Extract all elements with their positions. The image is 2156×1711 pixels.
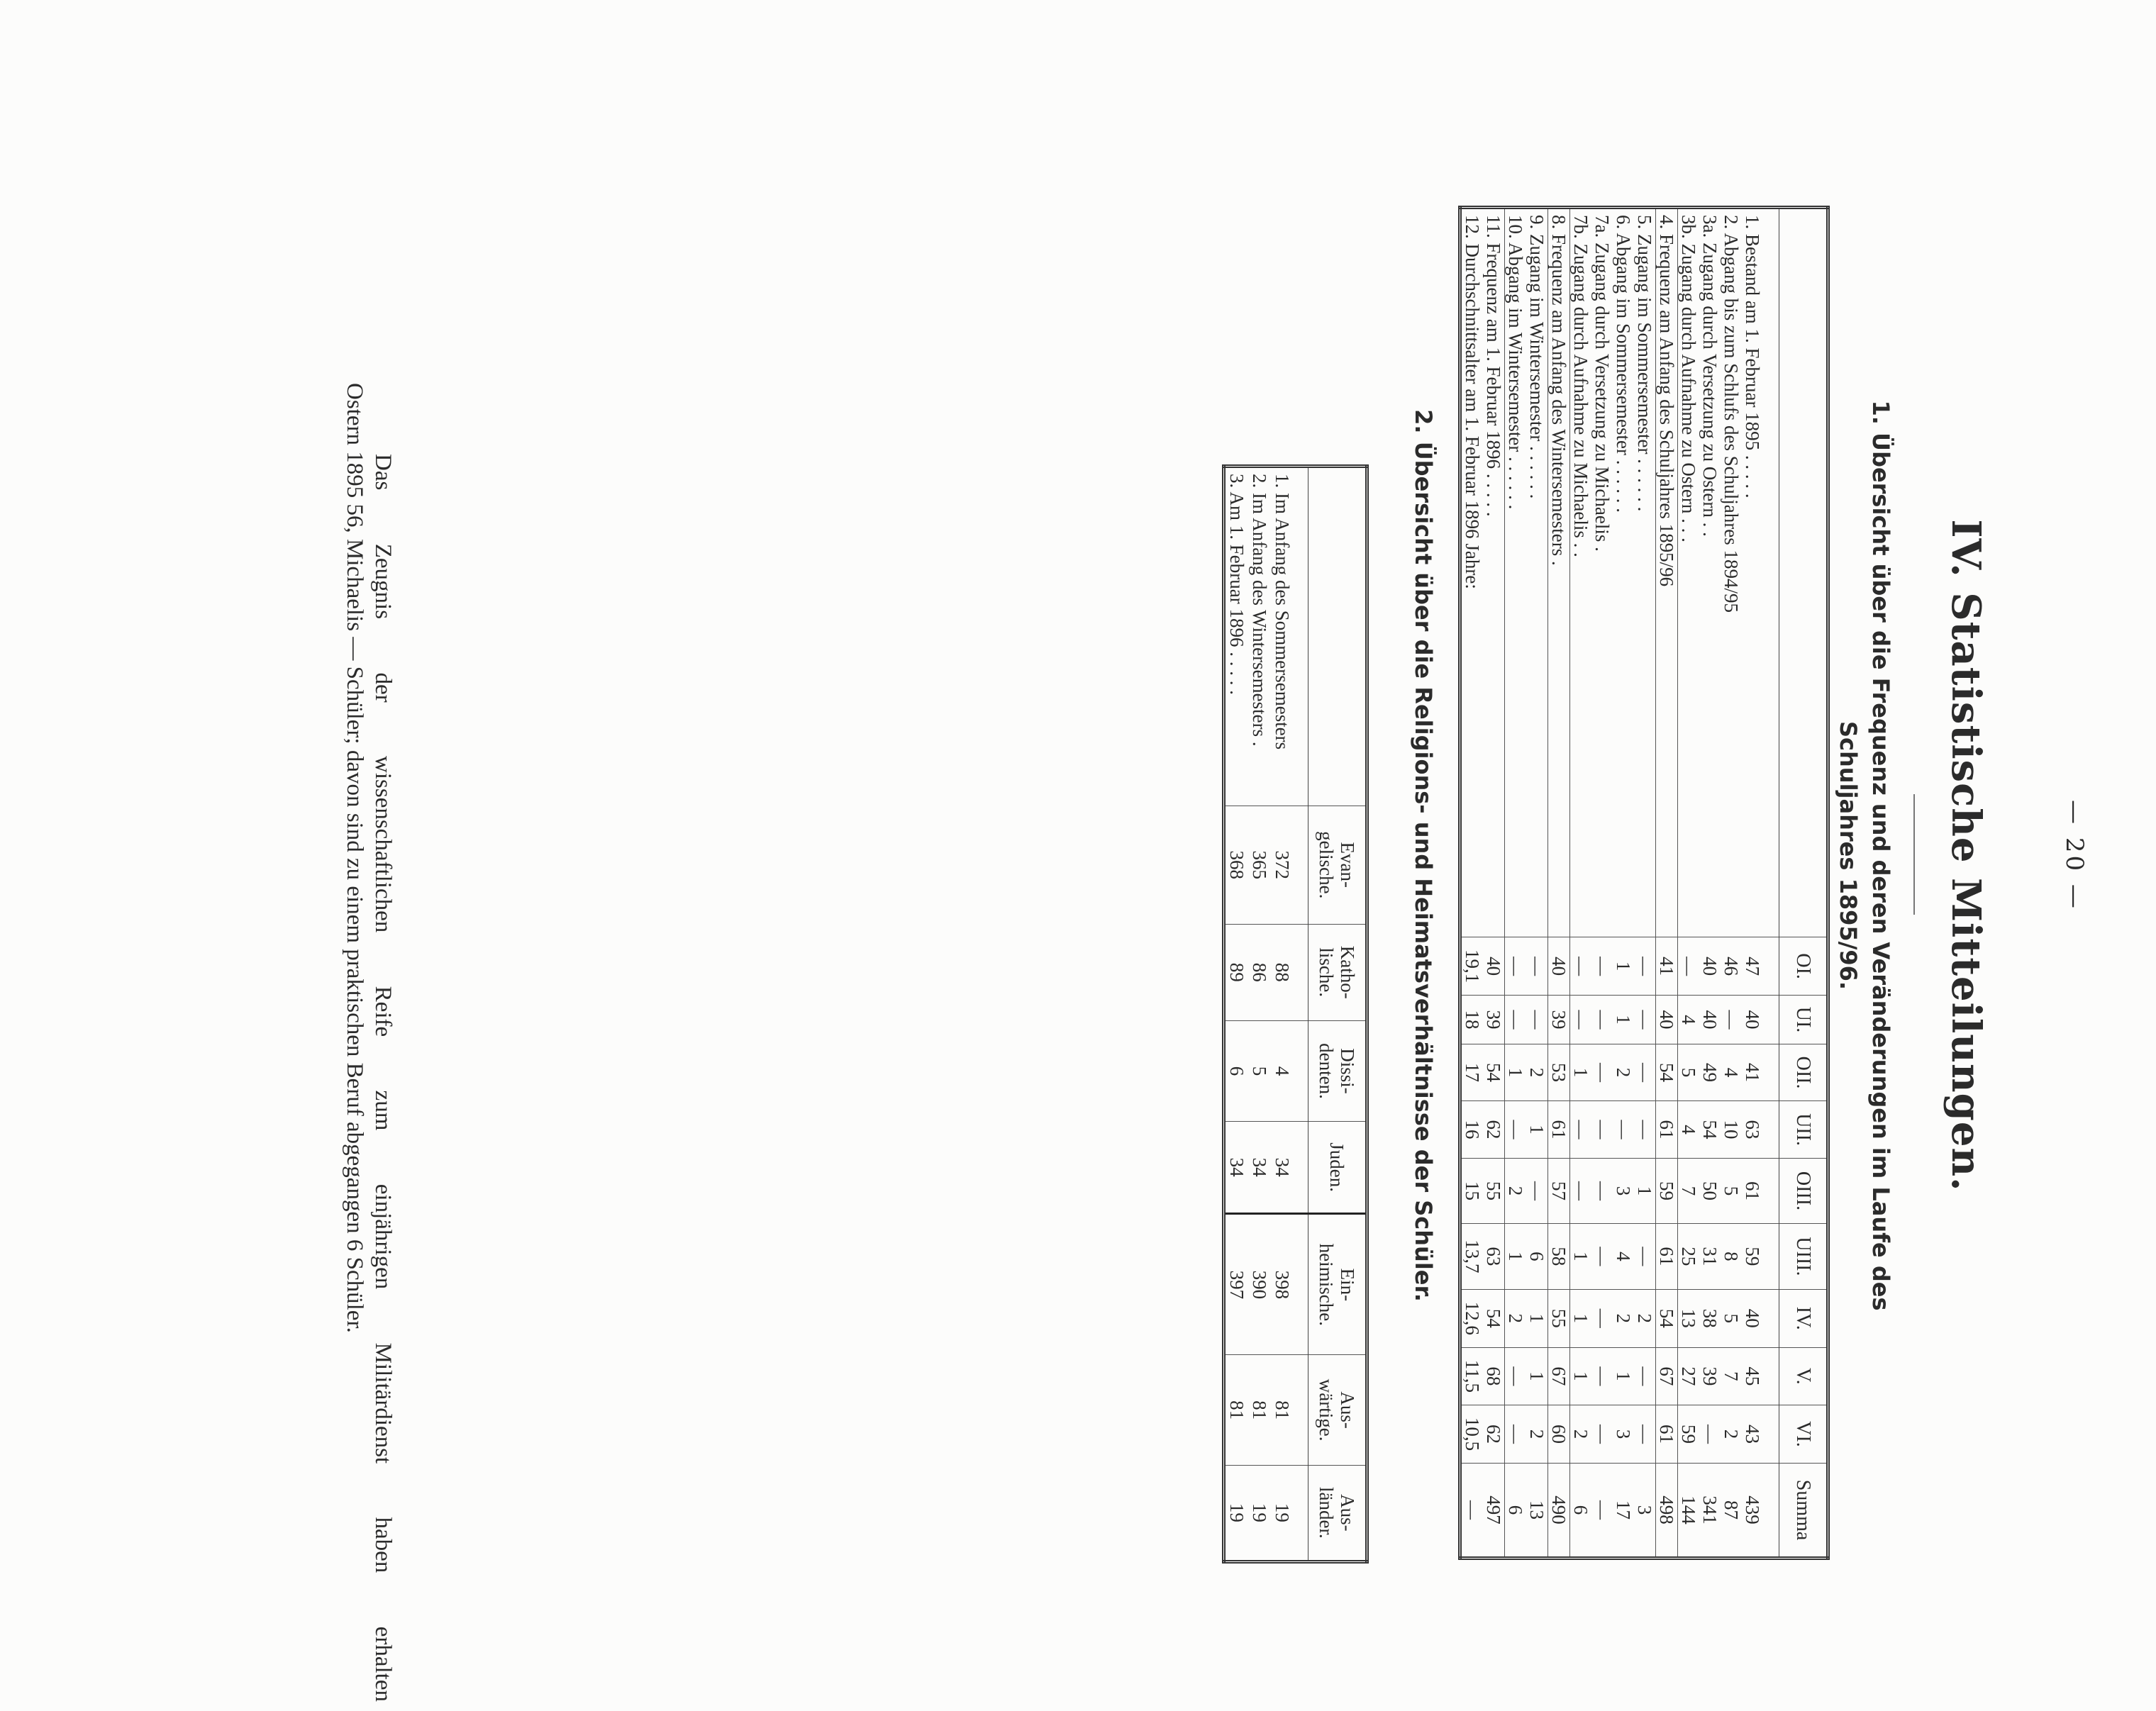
table-cell: 67 (1656, 1347, 1678, 1405)
table-cell: 4 (1678, 1101, 1700, 1158)
column-header: IV. (1779, 1289, 1828, 1347)
table-cell: — (1591, 1101, 1613, 1158)
table-cell: 86 (1248, 924, 1271, 1020)
table-cell: — (1505, 1347, 1527, 1405)
table-cell: — (1634, 1405, 1656, 1463)
column-header-line: lische. (1316, 947, 1337, 998)
table-cell: 1 (1526, 1101, 1548, 1158)
table-cell: 88 (1271, 924, 1308, 1020)
table-cell: 490 (1548, 1464, 1570, 1559)
table-cell: 17 (1460, 1044, 1484, 1100)
table-cell: 6 (1505, 1464, 1527, 1559)
table-cell: 2 (1526, 1044, 1548, 1100)
column-header (1308, 1021, 1367, 1122)
table-cell: 10 (1721, 1101, 1742, 1158)
table-cell: 59 (1678, 1405, 1700, 1463)
table-cell: — (1634, 1224, 1656, 1289)
table-row (1721, 208, 1742, 1559)
table-cell: 1 (1613, 937, 1634, 996)
column-header: OII. (1779, 1044, 1828, 1100)
frequency-table (1458, 206, 1830, 1560)
frequency-table-corner (1779, 208, 1828, 937)
section1-title-line2: Schuljahres 1895/96. (1835, 721, 1862, 990)
table-cell: — (1721, 996, 1742, 1044)
table-cell: 41 (1656, 937, 1678, 996)
column-header (1308, 806, 1367, 925)
column-header-line: heimische. (1316, 1243, 1337, 1326)
table-cell: 1 (1613, 996, 1634, 1044)
table-cell: 144 (1678, 1464, 1700, 1559)
table-cell: 390 (1248, 1214, 1271, 1355)
table-cell: 7 (1678, 1158, 1700, 1223)
table-row (1613, 208, 1634, 1559)
table-cell: — (1634, 1044, 1656, 1100)
table-row (1699, 208, 1721, 1559)
table-cell: — (1505, 996, 1527, 1044)
table-cell: 40 (1699, 937, 1721, 996)
column-header-line: Aus- (1337, 1391, 1358, 1429)
table-cell: — (1634, 1101, 1656, 1158)
column-header: UII. (1779, 1101, 1828, 1158)
row-label: 5. Zugang im Sommersemester . . . . . . (1634, 208, 1656, 937)
table-cell: 25 (1678, 1224, 1700, 1289)
religion-table-header (1308, 467, 1367, 1562)
table-cell: 61 (1656, 1405, 1678, 1463)
table-cell: 1 (1570, 1347, 1592, 1405)
table-cell: — (1591, 996, 1613, 1044)
table-cell: — (1591, 1044, 1613, 1100)
table-cell: 4 (1271, 1021, 1308, 1122)
table-row (1570, 208, 1592, 1559)
table-cell: 61 (1548, 1101, 1570, 1158)
table-cell: 61 (1742, 1158, 1779, 1223)
table-cell: — (1570, 1101, 1592, 1158)
table-cell: 1 (1505, 1044, 1527, 1100)
table-cell: 40 (1548, 937, 1570, 996)
column-header-line: Dissi- (1337, 1048, 1358, 1094)
column-header: VI. (1779, 1405, 1828, 1463)
column-header-line: wärtige. (1316, 1378, 1337, 1442)
table-cell: 19 (1271, 1465, 1308, 1561)
table-cell: 27 (1678, 1347, 1700, 1405)
table-cell: 62 (1483, 1405, 1505, 1463)
table-cell: 2 (1570, 1405, 1592, 1463)
table-cell: 45 (1742, 1347, 1779, 1405)
table-cell: 19,1 (1460, 937, 1484, 996)
table-cell: — (1460, 1464, 1484, 1559)
table-row (1548, 208, 1570, 1559)
column-header-line: Evan- (1337, 842, 1358, 888)
table-cell: 397 (1224, 1214, 1249, 1355)
column-header-line: Juden. (1326, 1142, 1348, 1193)
column-header-line: Ein- (1337, 1268, 1358, 1302)
table-cell: 50 (1699, 1158, 1721, 1223)
row-label: 6. Abgang im Sommersemester . . . . . . (1613, 215, 1634, 513)
column-header (1308, 1355, 1367, 1465)
table-cell: 19 (1248, 1465, 1271, 1561)
column-header: Summa (1779, 1464, 1828, 1559)
table-cell: 81 (1224, 1355, 1249, 1465)
column-header-line: gelische. (1316, 831, 1337, 899)
table-row (1742, 208, 1779, 1559)
table-cell: 54 (1699, 1101, 1721, 1158)
table-cell: 12,6 (1460, 1289, 1484, 1347)
table-cell: 59 (1656, 1158, 1678, 1223)
table-cell: 1 (1634, 1158, 1656, 1223)
table-cell: 62 (1483, 1101, 1505, 1158)
table-cell: 61 (1656, 1101, 1678, 1158)
table-cell: 6 (1224, 1021, 1249, 1122)
table-cell: 1 (1526, 1347, 1548, 1405)
column-header (1308, 1214, 1367, 1355)
table-cell: 498 (1656, 1464, 1678, 1559)
table-cell: 54 (1483, 1044, 1505, 1100)
table-cell: 40 (1699, 996, 1721, 1044)
table-cell: 63 (1742, 1101, 1779, 1158)
table-row (1656, 208, 1678, 1559)
table-cell: 40 (1742, 996, 1779, 1044)
table-cell: — (1570, 996, 1592, 1044)
table-cell: 46 (1721, 937, 1742, 996)
table-cell: 18 (1460, 996, 1484, 1044)
table-row (1224, 467, 1249, 1562)
table-cell: 55 (1548, 1289, 1570, 1347)
section2-title: 2. Übersicht über die Religions- und Heimatsverhältnisse der Schüler. (1410, 409, 1437, 1302)
frequency-table-header (1779, 208, 1828, 1559)
table-cell: 372 (1271, 806, 1308, 925)
table-cell: 2 (1721, 1405, 1742, 1463)
table-cell: 6 (1526, 1224, 1548, 1289)
table-cell: 47 (1742, 937, 1779, 996)
table-cell: 2 (1613, 1044, 1634, 1100)
table-cell: — (1613, 1101, 1634, 1158)
table-cell: — (1699, 1405, 1721, 1463)
table-cell: 7 (1721, 1347, 1742, 1405)
table-cell: 40 (1742, 1289, 1779, 1347)
religion-table-corner (1308, 467, 1367, 806)
table-cell: 38 (1699, 1289, 1721, 1347)
section1-title (1832, 0, 1897, 1711)
table-cell: 39 (1483, 996, 1505, 1044)
table-cell: 13 (1678, 1289, 1700, 1347)
table-cell: 60 (1548, 1405, 1570, 1463)
table-cell: — (1591, 1158, 1613, 1223)
row-label: 10. Abgang im Wintersemester . . . . . . (1505, 215, 1526, 510)
row-label: 8. Frequenz am Anfang des Wintersemesters . (1548, 208, 1570, 937)
table-cell: 87 (1721, 1464, 1742, 1559)
row-label: 7b. Zugang durch Aufnahme zu Michaelis . . (1570, 215, 1591, 557)
table-cell: 1 (1570, 1044, 1592, 1100)
table-row (1678, 208, 1700, 1559)
table-cell: 368 (1224, 806, 1249, 925)
table-cell: 41 (1742, 1044, 1779, 1100)
row-label: 4. Frequenz am Anfang des Schuljahres 1895/96 (1656, 208, 1678, 937)
table-row (1526, 208, 1548, 1559)
table-cell: 13,7 (1460, 1224, 1484, 1289)
table-cell: 13 (1526, 1464, 1548, 1559)
religion-table (1222, 464, 1369, 1564)
table-cell: — (1505, 1101, 1527, 1158)
table-cell: 398 (1271, 1214, 1308, 1355)
table-cell: 54 (1656, 1044, 1678, 1100)
table-cell: 43 (1742, 1405, 1779, 1463)
table-row (1271, 467, 1308, 1562)
table-cell: 67 (1548, 1347, 1570, 1405)
column-header (1308, 924, 1367, 1020)
table-cell: 4 (1613, 1224, 1634, 1289)
table-cell: — (1591, 1224, 1613, 1289)
table-cell: 39 (1699, 1347, 1721, 1405)
table-cell: — (1591, 937, 1613, 996)
row-label: 2. Abgang bis zum Schlufs des Schuljahres 1894/95 (1721, 215, 1742, 613)
column-header: UI. (1779, 996, 1828, 1044)
column-header-line: denten. (1316, 1043, 1337, 1099)
page-number: — 20 — (2060, 800, 2089, 911)
table-cell: — (1634, 937, 1656, 996)
table-cell: 1 (1505, 1224, 1527, 1289)
table-cell: 1 (1613, 1347, 1634, 1405)
table-cell: 16 (1460, 1101, 1484, 1158)
table-cell: 34 (1271, 1122, 1308, 1214)
table-cell: 5 (1248, 1021, 1271, 1122)
table-row (1591, 208, 1613, 1559)
table-cell: — (1591, 1347, 1613, 1405)
table-cell: 5 (1721, 1289, 1742, 1347)
column-header: OI. (1779, 937, 1828, 996)
table-cell: 89 (1224, 924, 1249, 1020)
table-cell: — (1505, 937, 1527, 996)
table-cell: 2 (1613, 1289, 1634, 1347)
table-cell: 365 (1248, 806, 1271, 925)
note-line2: Ostern 1895 56, Michaelis — Schüler; davon sind zu einem praktischen Beruf abgegangen 6 Schüler. (342, 383, 367, 1333)
table-cell: 81 (1271, 1355, 1308, 1465)
table-cell: 31 (1699, 1224, 1721, 1289)
table-cell: 34 (1248, 1122, 1271, 1214)
table-cell: 4 (1678, 996, 1700, 1044)
column-header (1308, 1465, 1367, 1561)
table-cell: 2 (1505, 1158, 1527, 1223)
table-cell: 81 (1248, 1355, 1271, 1465)
table-cell: 1 (1526, 1289, 1548, 1347)
row-label: 1. Bestand am 1. Februar 1895 . . . . . (1742, 215, 1763, 498)
table-cell: 4 (1721, 1044, 1742, 1100)
table-cell: 34 (1224, 1122, 1249, 1214)
section1-title-line1: 1. Übersicht über die Frequenz und deren Veränderungen im Laufe des (1867, 400, 1894, 1311)
table-cell: 8 (1721, 1224, 1742, 1289)
table-cell: 2 (1505, 1289, 1527, 1347)
table-cell: — (1634, 1347, 1656, 1405)
table-cell: 439 (1742, 1464, 1779, 1559)
table-cell: 3 (1613, 1405, 1634, 1463)
table-row (1505, 208, 1527, 1559)
table-cell: 63 (1483, 1224, 1505, 1289)
page-title: IV. Statistische Mitteilungen. (1943, 519, 1989, 1192)
table-row (1460, 208, 1484, 1559)
table-row (1248, 467, 1271, 1562)
note-paragraph (340, 383, 397, 1702)
column-header-line: Aus- (1337, 1494, 1358, 1532)
table-cell: 54 (1656, 1289, 1678, 1347)
table-row (1483, 208, 1505, 1559)
table-cell: 1 (1570, 1289, 1592, 1347)
table-cell: 17 (1613, 1464, 1634, 1559)
column-header: OIII. (1779, 1158, 1828, 1223)
column-header-line: Katho- (1337, 945, 1358, 999)
title-divider (1913, 794, 1915, 915)
row-label: 2. Im Anfang des Wintersemesters . (1249, 474, 1270, 747)
religion-table-body (1224, 467, 1308, 1562)
row-label: 3a. Zugang durch Versetzung zu Ostern . . (1699, 215, 1721, 537)
table-cell: 49 (1699, 1044, 1721, 1100)
row-label: 11. Frequenz am 1. Februar 1896 . . . . . (1483, 208, 1505, 937)
table-cell: — (1591, 1464, 1613, 1559)
table-cell: 2 (1526, 1405, 1548, 1463)
table-cell: — (1570, 937, 1592, 996)
table-cell: 58 (1548, 1224, 1570, 1289)
table-cell: — (1634, 996, 1656, 1044)
table-cell: 6 (1570, 1464, 1592, 1559)
row-label: 3b. Zugang durch Aufnahme zu Ostern . . . (1678, 215, 1699, 542)
row-label: 7a. Zugang durch Versetzung zu Michaelis . (1591, 215, 1613, 552)
table-cell: 40 (1656, 996, 1678, 1044)
table-cell: — (1678, 937, 1700, 996)
note-line1: Das Zeugnis der wissenschaftlichen Reife zum einjährigen Militärdienst haben erhalten (370, 454, 396, 1702)
table-cell: 61 (1656, 1224, 1678, 1289)
table-cell: — (1591, 1289, 1613, 1347)
table-cell: 341 (1699, 1464, 1721, 1559)
table-cell: 3 (1634, 1464, 1656, 1559)
table-cell: 39 (1548, 996, 1570, 1044)
column-header: UIII. (1779, 1224, 1828, 1289)
table-cell: 10,5 (1460, 1405, 1484, 1463)
table-cell: 54 (1483, 1289, 1505, 1347)
row-label: 12. Durchschnittsalter am 1. Februar 1896 Jahre: (1462, 215, 1483, 589)
row-label: 9. Zugang im Wintersemester . . . . . . (1526, 208, 1548, 937)
table-cell: 57 (1548, 1158, 1570, 1223)
table-cell: — (1591, 1405, 1613, 1463)
table-cell: 5 (1678, 1044, 1700, 1100)
table-cell: — (1526, 1158, 1548, 1223)
row-label: 3. Am 1. Februar 1896 . . . . . (1226, 474, 1248, 695)
table-cell: — (1570, 1158, 1592, 1223)
table-cell: 3 (1613, 1158, 1634, 1223)
row-label: 1. Im Anfang des Sommersemesters (1272, 474, 1293, 750)
table-cell: 5 (1721, 1158, 1742, 1223)
column-header (1308, 1122, 1367, 1214)
table-cell: — (1526, 996, 1548, 1044)
table-cell: 59 (1742, 1224, 1779, 1289)
table-cell: 15 (1460, 1158, 1484, 1223)
column-header-line: länder. (1316, 1487, 1337, 1539)
table-row (1634, 208, 1656, 1559)
table-cell: 40 (1483, 937, 1505, 996)
table-cell: 2 (1634, 1289, 1656, 1347)
table-cell: 11,5 (1460, 1347, 1484, 1405)
table-cell: 497 (1483, 1464, 1505, 1559)
table-cell: 55 (1483, 1158, 1505, 1223)
column-header: V. (1779, 1347, 1828, 1405)
table-cell: — (1505, 1405, 1527, 1463)
table-cell: 19 (1224, 1465, 1249, 1561)
table-cell: 68 (1483, 1347, 1505, 1405)
table-cell: — (1526, 937, 1548, 996)
frequency-table-body (1460, 208, 1779, 1559)
table-cell: 1 (1570, 1224, 1592, 1289)
table-cell: 53 (1548, 1044, 1570, 1100)
